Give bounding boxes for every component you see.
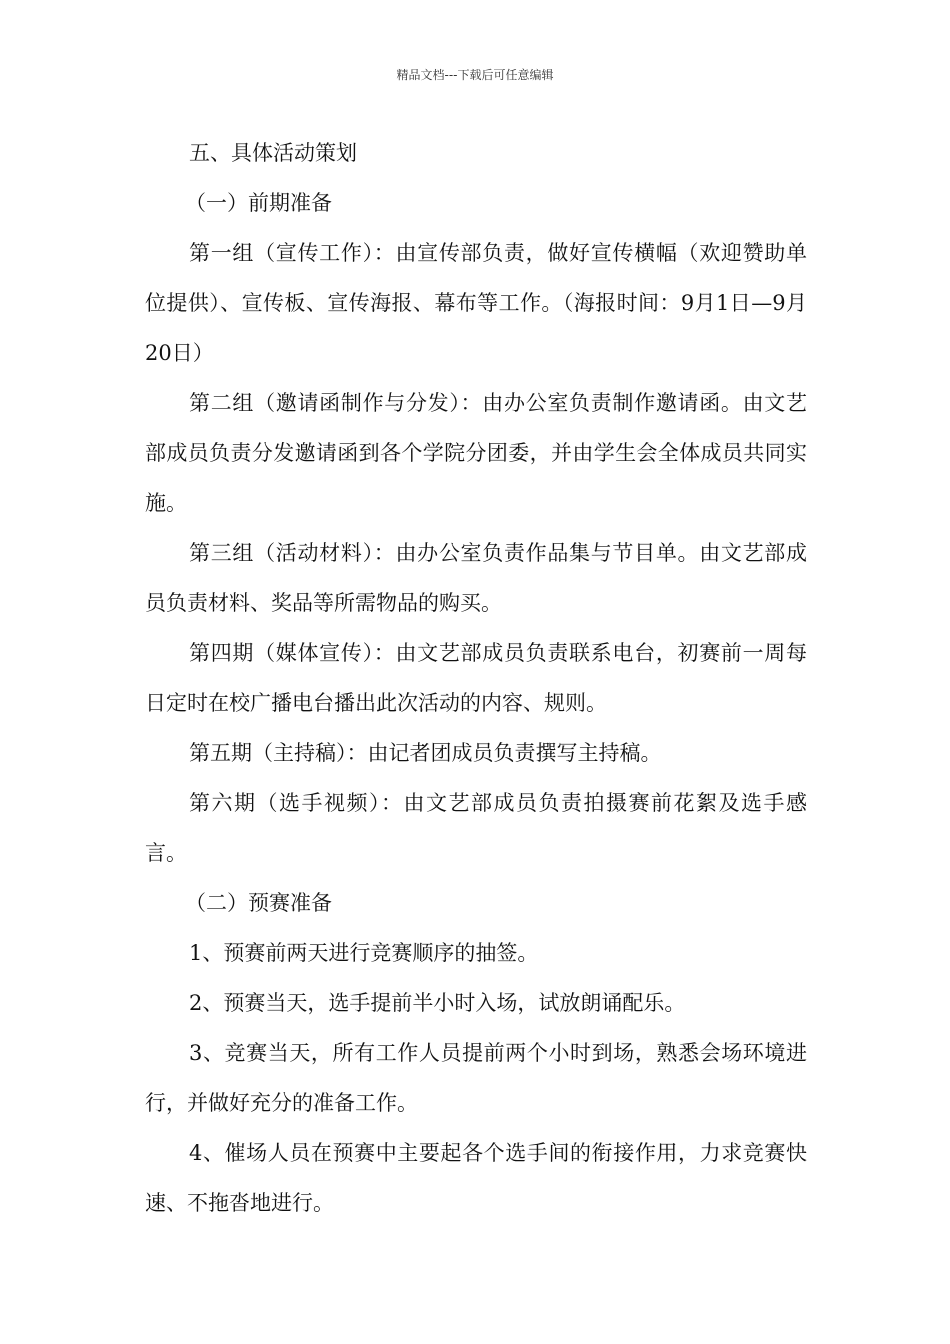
paragraph: 第一组（宣传工作）：由宣传部负责，做好宣传横幅（欢迎赞助单位提供）、宣传板、宣传海报、幕布等工作。（海报时间：9月1日—9月20日）: [145, 241, 807, 365]
list-item: 2、预赛当天，选手提前半小时入场，试放朗诵配乐。: [189, 991, 686, 1015]
paragraph: 第五期（主持稿）：由记者团成员负责撰写主持稿。: [189, 741, 662, 765]
paragraph: 第四期（媒体宣传）：由文艺部成员负责联系电台，初赛前一周每日定时在校广播电台播出此次活动的内容、规则。: [145, 641, 807, 715]
paragraph: 第六期（选手视频）：由文艺部成员负责拍摄赛前花絮及选手感言。: [145, 791, 807, 865]
paragraph: 第三组（活动材料）：由办公室负责作品集与节目单。由文艺部成员负责材料、奖品等所需物品的购买。: [145, 541, 807, 615]
list-item: 4、催场人员在预赛中主要起各个选手间的衔接作用，力求竞赛快速、不拖沓地进行。: [145, 1141, 807, 1215]
subsection-title-preliminary: （二）预赛准备: [185, 891, 332, 915]
document-body: [145, 128, 807, 1228]
list-item: 1、预赛前两天进行竞赛顺序的抽签。: [189, 941, 539, 965]
page-header-note: 精品文档---下载后可任意编辑: [396, 68, 554, 82]
subsection-title-preparation: （一）前期准备: [185, 191, 332, 215]
section-title: 五、具体活动策划: [189, 141, 357, 165]
list-item: 3、竞赛当天，所有工作人员提前两个小时到场，熟悉会场环境进行，并做好充分的准备工作。: [145, 1041, 807, 1115]
paragraph: 第二组（邀请函制作与分发）：由办公室负责制作邀请函。由文艺部成员负责分发邀请函到各个学院分团委，并由学生会全体成员共同实施。: [145, 391, 807, 515]
